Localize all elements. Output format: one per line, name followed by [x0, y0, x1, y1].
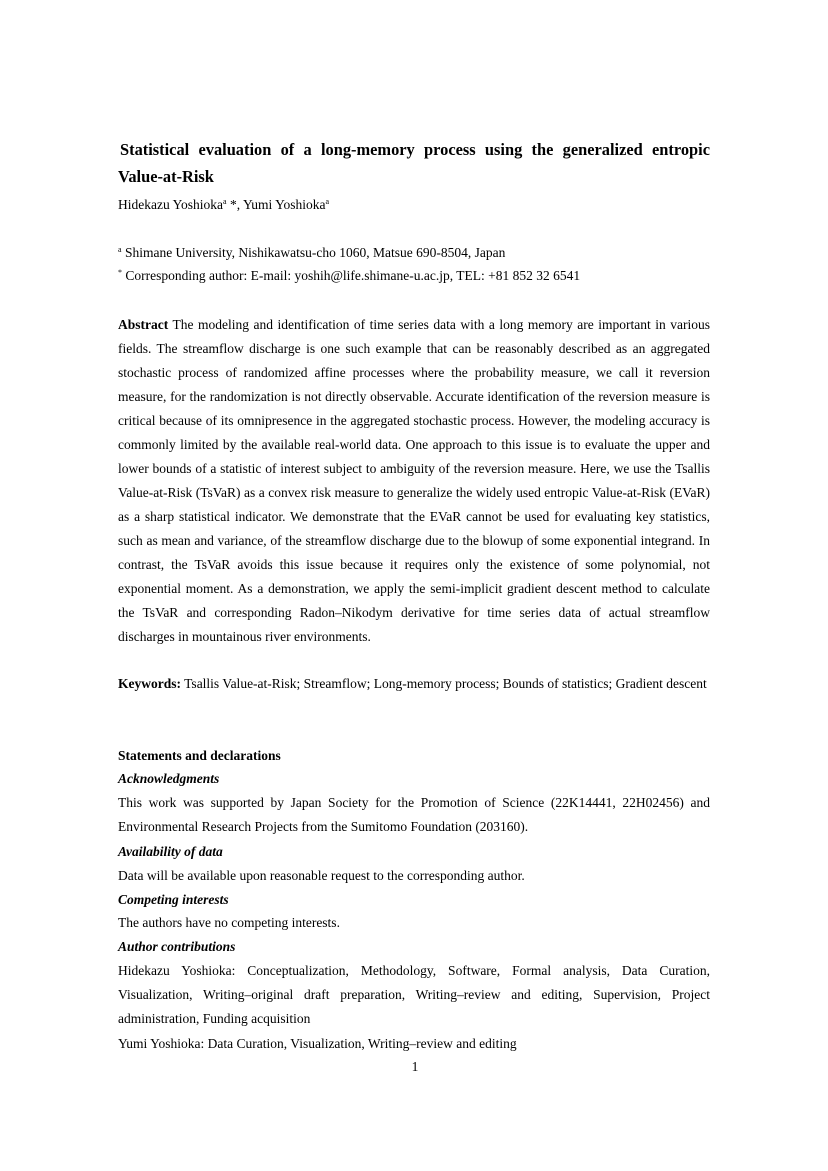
availability-text: Data will be available upon reasonable request to the corresponding author.: [118, 868, 525, 883]
subheading-availability: Availability of data: [118, 844, 223, 859]
competing-interests-text: The authors have no competing interests.: [118, 915, 340, 930]
acknowledgments-text: This work was supported by Japan Society for the Promotion of Science (22K14441, 22H02456) and Environmental Research Projects from the Sumitomo Foundation (203160).: [118, 795, 710, 834]
subheading-author-contributions: Author contributions: [118, 939, 236, 954]
affiliation-superscript: a: [223, 197, 227, 206]
affiliation-superscript: a: [325, 197, 330, 206]
corresponding-author-mark: *: [226, 197, 237, 212]
subheading-competing-interests: Competing interests: [118, 892, 229, 907]
author-contribution: Yumi Yoshioka: Data Curation, Visualization, Writing–review and editing: [118, 1036, 517, 1051]
keywords-label: Keywords:: [118, 676, 181, 691]
abstract: [118, 313, 710, 649]
affiliation-text: Shimane University, Nishikawatsu-cho 1060, Matsue 690-8504, Japan: [121, 245, 506, 260]
paper-title: [118, 136, 710, 190]
section-heading-statements: Statements and declarations: [118, 748, 281, 763]
keywords: [118, 672, 710, 696]
corresponding-author-info: [118, 264, 580, 288]
author-contribution: Hidekazu Yoshioka: Conceptualization, Methodology, Software, Formal analysis, Data Curation, Visualization, Writing–original draft preparation, Writing–review and editing, Supervision, Project administration, Funding acquisition: [118, 963, 710, 1026]
title-line-1: Statistical evaluation of a long-memory process using the generalized entropic: [120, 140, 710, 159]
page-number: 1: [411, 1059, 419, 1074]
abstract-label: Abstract: [118, 317, 169, 332]
author-name: Yumi Yoshioka: [242, 197, 326, 212]
subheading-acknowledgments: Acknowledgments: [118, 771, 220, 786]
affiliation: [118, 241, 505, 265]
affiliation-mark: a: [118, 245, 122, 254]
author-list: [118, 193, 329, 217]
author-name: Hidekazu Yoshioka: [118, 197, 223, 212]
author-separator: ,: [236, 197, 243, 212]
page-number-container: [118, 1055, 710, 1079]
title-line-2: Value-at-Risk: [118, 167, 214, 186]
corresponding-mark: *: [118, 268, 122, 277]
keywords-text: Tsallis Value-at-Risk; Streamflow; Long-memory process; Bounds of statistics; Gradient descent: [181, 676, 707, 691]
corresponding-author-text: Corresponding author: E-mail: yoshih@life.shimane-u.ac.jp, TEL: +81 852 32 6541: [122, 268, 581, 283]
abstract-text: The modeling and identification of time series data with a long memory are important in various fields. The streamflow discharge is one such example that can be reasonably described as an aggregated stochastic process of randomized affine processes where the probability measure, we call it reversion measure, for the randomization is not directly observable. Accurate identification of the reversion measure is critical because of its omnipresence in the aggregated stochastic process. However, the modeling accuracy is commonly limited by the available real-world data. One approach to this issue is to evaluate the upper and lower bounds of a statistic of interest subject to ambiguity of the reversion measure. Here, we use the Tsallis Value-at-Risk (TsVaR) as a convex risk measure to generalize the widely used entropic Value-at-Risk (EVaR) as a sharp statistical indicator. We demonstrate that the EVaR cannot be used for evaluating key statistics, such as mean and variance, of the streamflow discharge due to the blowup of some exponential integrand. In contrast, the TsVaR avoids this issue because it requires only the existence of some polynomial, not exponential moment. As a demonstration, we apply the semi-implicit gradient descent method to calculate the TsVaR and corresponding Radon–Nikodym derivative for time series data of actual streamflow discharges in mountainous river environments.: [118, 317, 710, 644]
